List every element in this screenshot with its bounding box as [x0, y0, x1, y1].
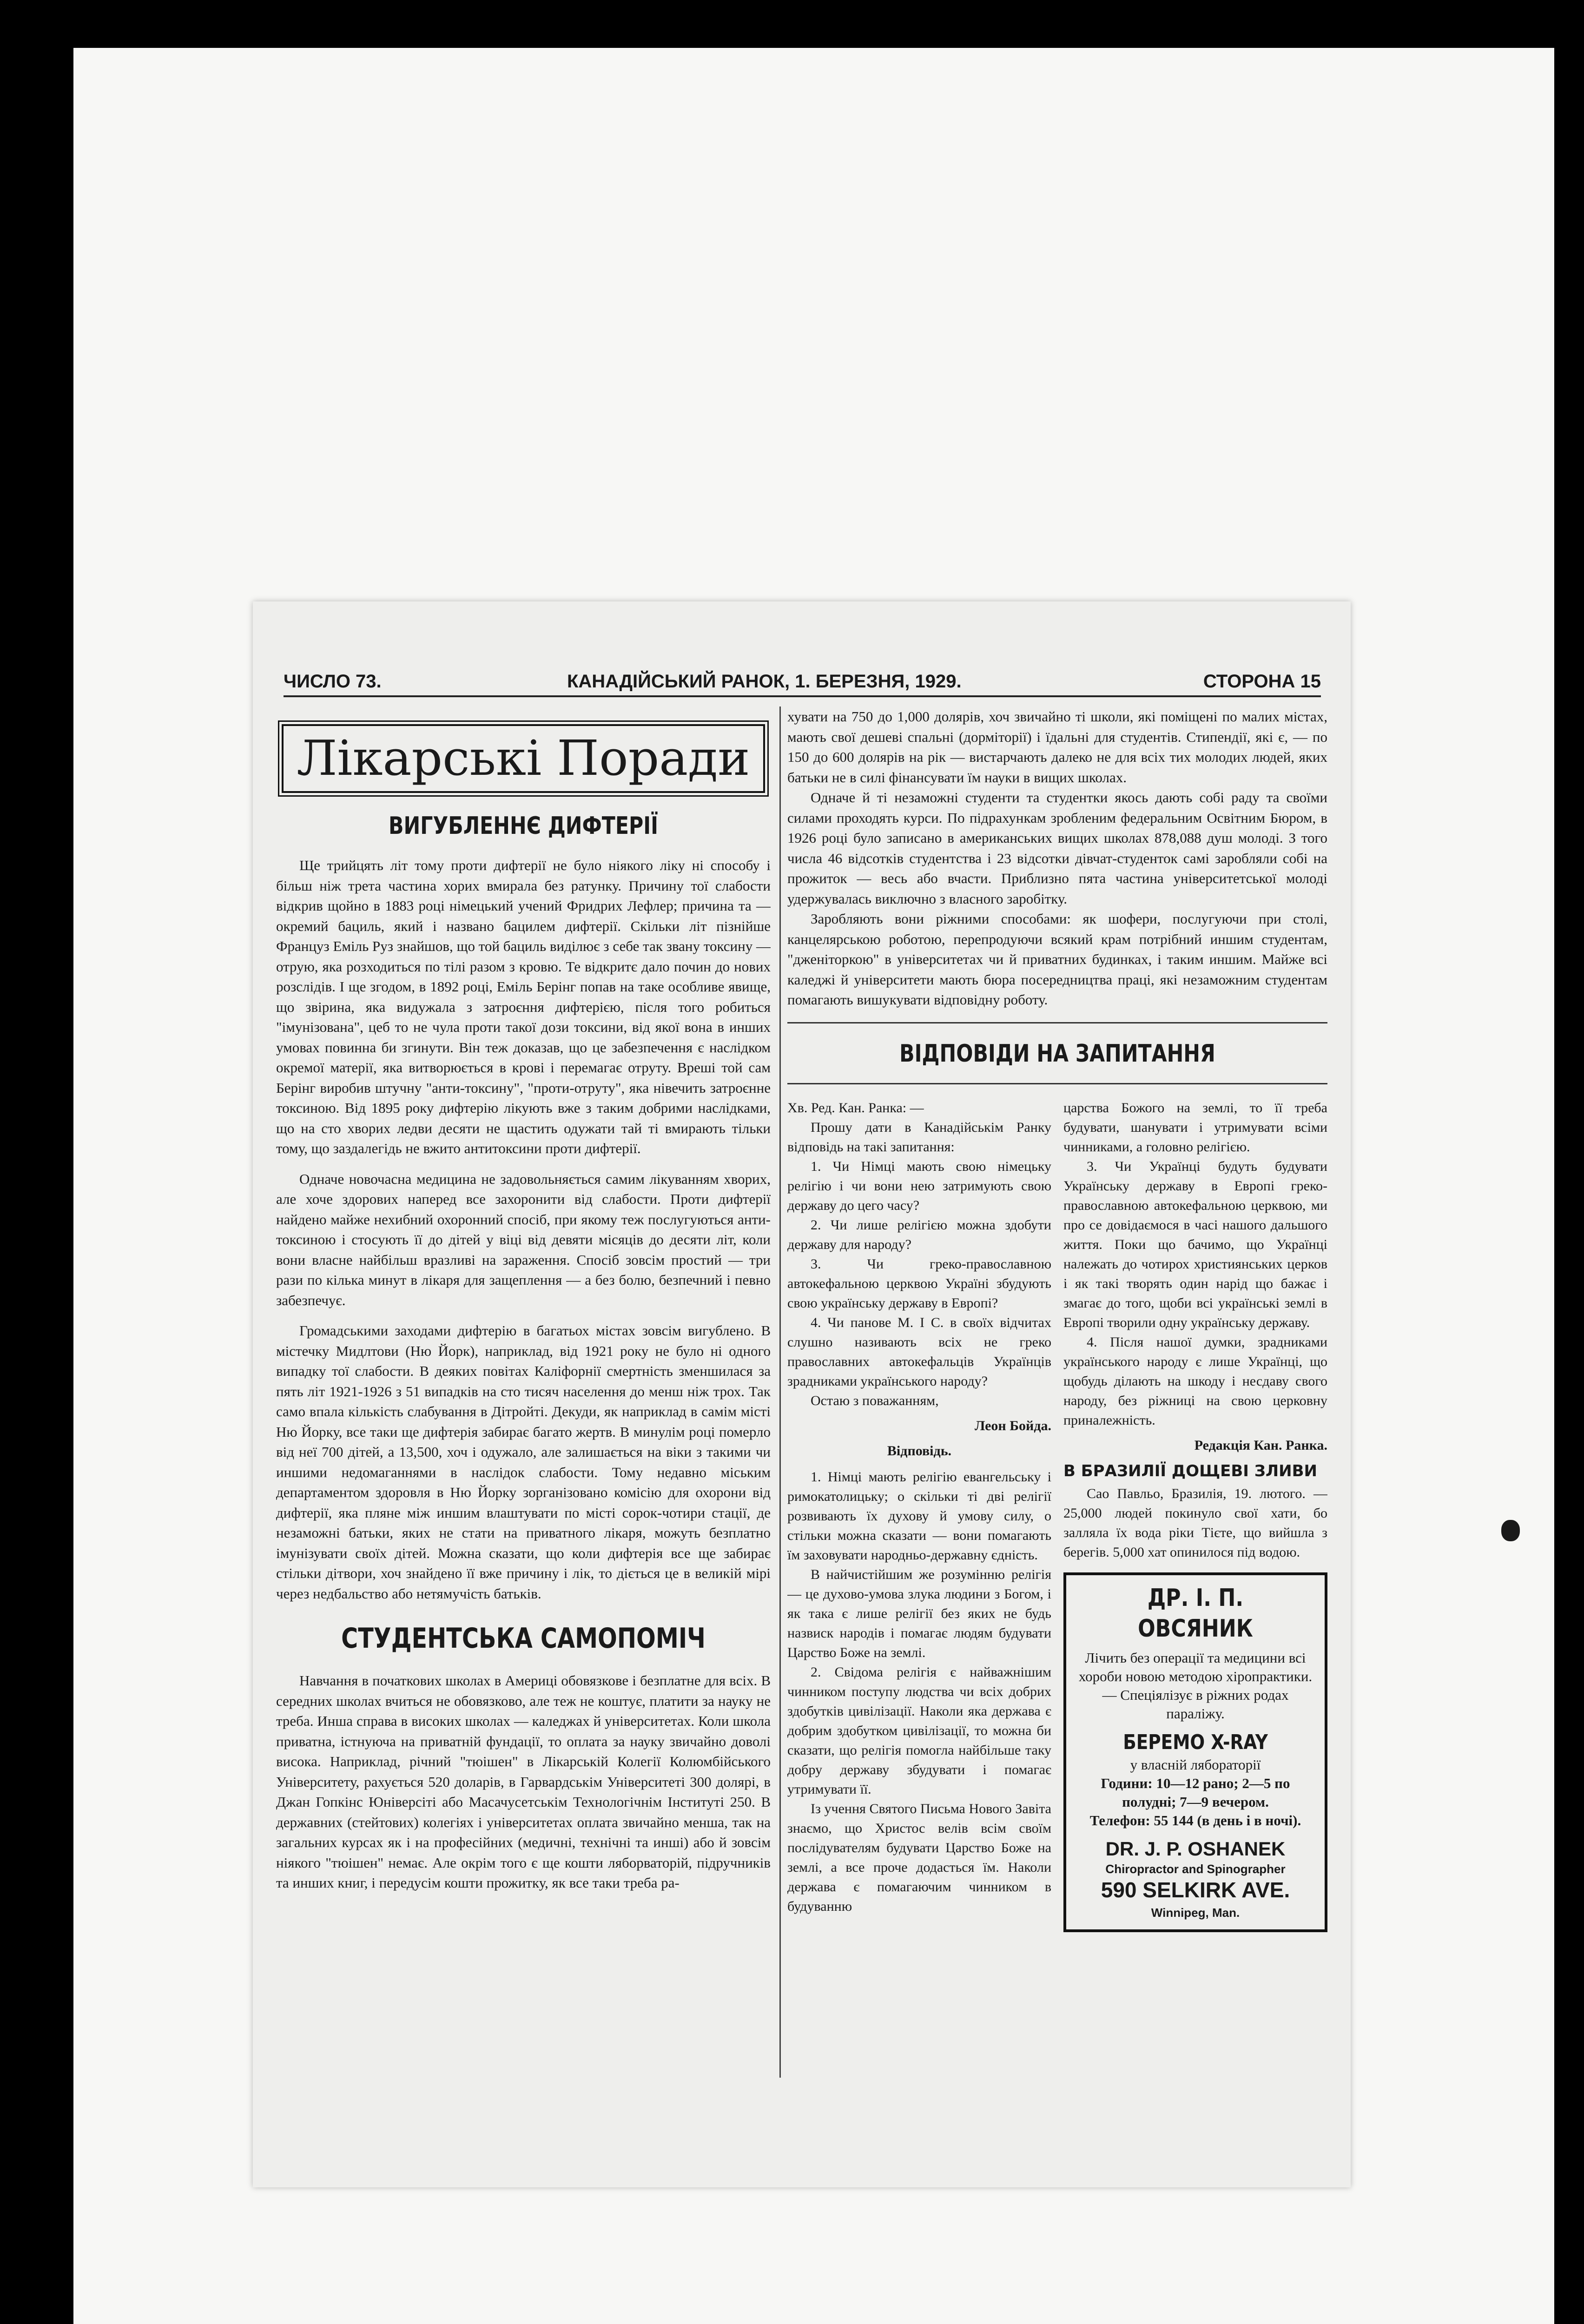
- page-number: СТОРОНА 15: [1203, 671, 1321, 692]
- students-heading: СТУДЕНТСЬКА САМОПОМІЧ: [341, 1622, 706, 1655]
- students-continued: Одначе й ті незаможні студенти та студентки якось дають собі раду та своїми силами проходять курси. По підрахункам зробленим федеральним Освітним Бюром, в 1926 році було записано в американських вищих школах 878,088 душ молоді. З того числа 46 відсотків студентства і 23 відсотки дівчат-студенток самі заробляли собі на прожиток — весь або вчасти. Приблизно пята частина університетської молоді удержувалась виключно з власного заробітку.: [787, 789, 1327, 907]
- ad-phone: Телефон: 55 144 (в день і в ночі).: [1089, 1812, 1301, 1829]
- qa-answer: 4. Після нашої думки, зрадниками українського народу є лише Українці, що щобудь ділають на шкоду і несдаву свого народу, без ріжниці на свою церковну приналежність.: [1063, 1334, 1327, 1428]
- qa-left-column: [787, 1098, 1051, 1932]
- newspaper-page: [253, 601, 1351, 2187]
- ad-title: ДР. І. П. ОВСЯНИК: [1138, 1584, 1253, 1643]
- qa-question: 1. Чи Німці мають свою німецьку релігію і чи вони нею затримують свою державу до цего часу?: [787, 1158, 1051, 1213]
- diphtheria-paragraph: Одначе новочасна медицина не задовольняється самим лікуванням хворих, але хоче здорових наперед все захоронити від слабости. Проти дифтерії найдено майже нехибний охоронний спосіб, при якому теж послугуються анти-токсиною і стосують її до дітей у віці від девяти місяців до десяти літ, коли вони власне найбільш вразливі на зараження. Спосіб зовсім простий — три рази по кілька минут в лікаря для защеплення — а без болю, безпечний і певно забезпечує.: [276, 1170, 771, 1308]
- column-left: [276, 720, 771, 1893]
- ad-lab: у власній лябораторії: [1130, 1756, 1261, 1773]
- doctor-advertisement: [1063, 1572, 1327, 1932]
- section-separator: [787, 1022, 1327, 1023]
- qa-answer: царства Божого на землі, то її треба будувати, шанувати і утримувати всіми чинниками, а головно релігією.: [1063, 1100, 1327, 1155]
- ad-role: Chiropractor and Spinographer: [1105, 1862, 1286, 1876]
- brazil-text: Сао Павльо, Бразилія, 19. лютого. — 25,000 людей покинуло свої хати, бо залляла їх вода ріки Тієте, що вийшла з берегів. 5,000 хат опинилося під водою.: [1063, 1486, 1327, 1560]
- masthead: КАНАДІЙСЬКИЙ РАНОК, 1. БЕРЕЗНЯ, 1929.: [567, 671, 962, 692]
- qa-question: 3. Чи греко-православною автокефальною церквою Україні збудують свою українську державу в Европі?: [787, 1256, 1051, 1311]
- qa-answer: Із учення Святого Письма Нового Завіта знаємо, що Христос велів всім своїм послідувателям будувати Царство Боже на землі, а все проче додасться їм. Наколи держава є помагаючим чинником в будуванню: [787, 1801, 1051, 1914]
- column-right: [787, 706, 1327, 1932]
- column-divider: [779, 706, 781, 2078]
- qa-answer: 3. Чи Українці будуть будувати Українську державу в Европі греко-православною автокефальною церквою, ми про се довідаємося в часі нашого дальшого життя. Поки що бачимо, що Українці належать до чотирох християнських церков і як такі творять один нарід що бажає і змагає до того, щоби всі українські землі в Европі творили одну українську державу.: [1063, 1158, 1327, 1330]
- issue-number: ЧИСЛО 73.: [284, 671, 382, 692]
- qa-right-column: [1063, 1098, 1327, 1932]
- ad-description: Лічить без операції та медицини всі хороби новою методою хіропрактики. — Спеціялізує в ріжних родах параліжу.: [1078, 1649, 1313, 1722]
- ad-hours: Години: 10—12 рано; 2—5 по полудні; 7—9 вечером.: [1101, 1775, 1290, 1810]
- editorial-signature: Редакція Кан. Ранка.: [1194, 1437, 1327, 1453]
- diphtheria-heading: ВИГУБЛЕННЄ ДИФТЕРІЇ: [389, 812, 658, 840]
- section-title-box: [282, 724, 765, 793]
- diphtheria-paragraph: Громадськими заходами дифтерію в багатьох містах зовсім вигублено. В містечку Мидлтови (Ню Йорк), наприклад, від 1921 року не було ні одного випадку тої слабости. В деяких повітах Каліфорнії смертність зменшилася за пять літ 1921-1926 з 51 випадків на сто тисяч населення до менш ніж трох. Так само впала кількість слабування в Дітройті. Декуди, як наприклад в самім місті Ню Йорку, все таки ще дифтерія забирає багато жертв. В минулім році померло від неї 700 дітей, а 13,500, хоч і одужало, але залишається на віки з такими чи иншими недомаганнями в наслідок слабости. Тому недавно міським департаментом здоровля в Ню Йорку зорганізовано комісію для охорони від дифтерії, яка пляне між иншим влаштувати по місті сорок-чотири стації, де незаможні батьки, яких не стати на приватного лікаря, можуть безплатно імунізувати своїх дітей. Можна сказати, що коли дифтерія все ще забирає стільки дітвори, хоч знайдено її вже причину і лік, то діється це в великій мірі через недбальство або нетямучість батьків.: [276, 1322, 771, 1602]
- brazil-heading: В БРАЗИЛІЇ ДОЩЕВІ ЗЛИВИ: [1063, 1461, 1317, 1480]
- answer-label: Відповідь.: [887, 1443, 952, 1459]
- ad-xray: БЕРЕМО X-RAY: [1123, 1730, 1268, 1754]
- section-separator: [787, 1083, 1327, 1084]
- ad-city: Winnipeg, Man.: [1151, 1905, 1240, 1920]
- diphtheria-paragraph: Ще трийцять літ тому проти дифтерії не було ніякого ліку ні способу і більш ніж трета частина хорих вмирала без ратунку. Причину тої слабости відкрив щойно в 1883 році німецький учений Фридрих Лефлер; причина та — окремий бациль, який і названо бацилем дифтерії. Скільки літ пізнійше Француз Еміль Руз знайшов, що той бациль видiлює з себе так звану токсину — отрую, яка розходиться по тілі разом з кровю. Те відкритє дало почин до нових розслідів. І ще згодом, в 1892 році, Еміль Берінг попав на таке особливе явище, що звірина, яка видужала з затроєння дифтерією, після того робиться "імунізована", цеб то не чула проти такої дози токсини, від якої вона в инших умовах повинна би згинути. Він теж доказав, що це забезпечення є наслідком окремої матерії, яка витворюється в крові і перемагає отруту. Вреші той сам Берінг виробив штучну "анти-токсину", "проти-отруту", яка нівечить затроєнне токсиною. Від 1895 року дифтерію лікують вже з таким добрими наслідками, що на сто хворих ледви десяти не щастить одужати тай ті вмирають тільки тому, що заздалегідь не вжито антитоксини проти дифтерії.: [276, 857, 771, 1156]
- qa-columns: [787, 1098, 1327, 1932]
- students-paragraph: Навчання в початкових школах в Америці обовязкове і безплатне для всіх. В середних школах вчиться не обовязково, але теж не коштує, платити за науку не треба. Инша справа в високих школах — каледжах й університетах. Коли школа приватна, істнуюча на приватній фундації, то оплата за науку звичайно доволі висока. Наприклад, річний "тюішен" в Лікарській Колегії Колюмбійського Університету, рахується 520 доларів, в Гарвардськім Університеті 300 долярі, в Джан Гопкінс Юніверсіті або Масачусетськім Технологічнім Інституті 250. В державних (стейтових) колегіях і університетах оплата звичайно менша, так на загальних курсах як і на професійних (медичні, технічні та инші) або й зовсім ніякого "тюішен" немає. Але окрім того є ще кошти ляборваторій, підручників та инших книг, і передусім кошти прожитку, як все таки треба ра-: [276, 1672, 771, 1891]
- qa-heading: ВІДПОВІДИ НА ЗАПИТАННЯ: [899, 1039, 1215, 1068]
- qa-answer: 1. Німці мають релігію евангельську і римокатолицьку; о скільки ті дві релігії розвивають їх духову й умову силу, о стільки можна сказати — вони помагають їм заховувати народньо-державну єдність.: [787, 1469, 1051, 1563]
- page-header: [284, 671, 1321, 694]
- qa-signature: Леон Бойда.: [974, 1418, 1051, 1433]
- qa-question: 4. Чи панове М. І С. в своїх відчитах слушно називають всіх не греко православних автокефальців Українців зрадниками українського народу?: [787, 1314, 1051, 1389]
- section-title: Лікарські Поради: [297, 730, 750, 787]
- qa-salutation: Хв. Ред. Кан. Ранка: —: [787, 1100, 924, 1116]
- students-continued: Заробляють вони ріжними способами: як шофери, послугуючи при столі, канцелярською роботою, перепродуючи всякий крам потрібний иншим студентам, "дженіторкою" в університетах чи й приватних будинках, і таким иншим. Майже всі каледжі й університети мають бюра посередництва праці, які незаможним студентам помагають вишукувати відповідну роботу.: [787, 911, 1327, 1008]
- ad-name-english: DR. J. P. OSHANEK: [1105, 1837, 1286, 1860]
- qa-question: 2. Чи лише релігією можна здобути державу для народу?: [787, 1217, 1051, 1252]
- qa-answer: В найчистійшим же розумінню релігія — це духово-умова злука людини з Богом, і як така є лише релігії без яких не будь назвиск народів і помагає людям будувати Царство Боже на землі.: [787, 1566, 1051, 1660]
- qa-closing: Остаю з поважанням,: [811, 1393, 939, 1408]
- qa-text: Прошу дати в Канадійськім Ранку відповідь на такі запитання:: [787, 1119, 1051, 1155]
- qa-answer: 2. Свідома релігія є найважнішим чинником поступу людства чи всіх добрих здобутків цивілізації. Наколи яка держава є добрим здобутком цивілізації, то можна би сказати, що релігія помогла найбільше таку добру державу збудувати і помагає утримувати її.: [787, 1664, 1051, 1797]
- students-continued: хувати на 750 до 1,000 долярів, хоч звичайно ті школи, які поміщені по малих містах, мають свої дешеві спальні (дорміторії) і їдальні для студентів. Стипендії, які є, — по 150 до 600 долярів на рік — вистарчають далеко не для всіх тих молодих людей, яких батьки не в силі фінансувати їм науки в вищих школах.: [787, 708, 1327, 786]
- film-mark: [1501, 1520, 1520, 1541]
- ad-address: 590 SELKIRK AVE.: [1101, 1877, 1290, 1902]
- header-rule: [284, 695, 1321, 697]
